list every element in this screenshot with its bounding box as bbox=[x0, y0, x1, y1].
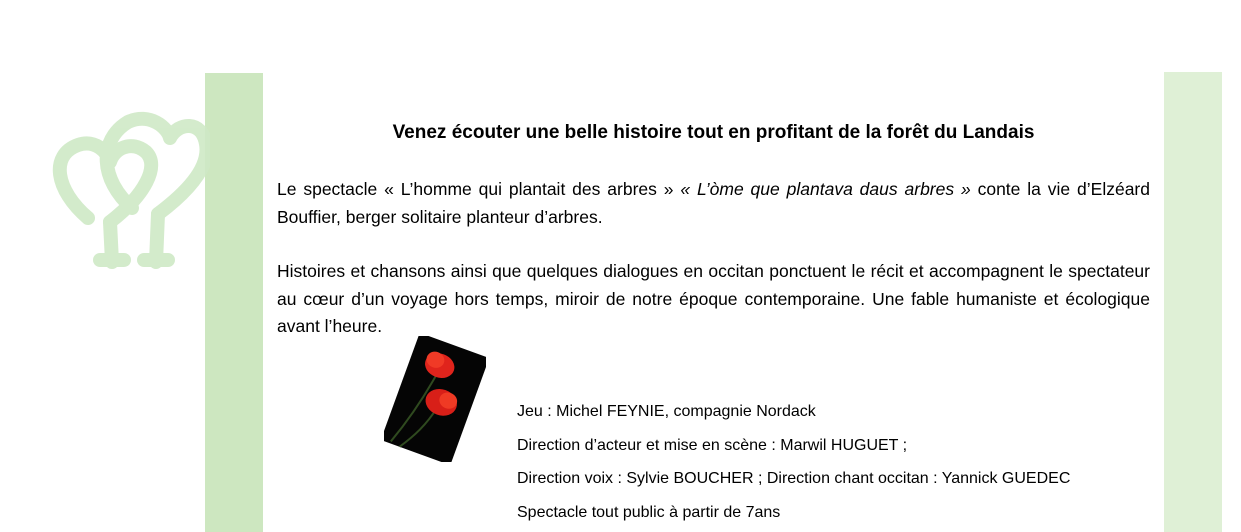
right-green-band bbox=[1164, 72, 1222, 532]
credit-line: Jeu : Michel FEYNIE, compagnie Nordack bbox=[517, 403, 816, 420]
description-paragraph: Histoires et chansons ainsi que quelques dialogues en occitan ponctuent le récit et accompagnent le spectateur au cœur d’un voyage hors temps, miroir de notre époque contemporaine. Une fable humaniste et écologique avant l’heure. bbox=[277, 261, 1150, 336]
left-green-band bbox=[205, 73, 263, 532]
page-heading: Venez écouter une belle histoire tout en profitant de la forêt du Landais bbox=[392, 122, 1035, 143]
intro-lead: Le spectacle « L’homme qui plantait des arbres » bbox=[277, 179, 681, 199]
intro-paragraph bbox=[277, 176, 1150, 231]
poppy-flowers-image bbox=[384, 336, 486, 462]
occitan-title: « L’òme que plantava daus arbres » bbox=[680, 179, 971, 199]
twin-heart-tree-icon bbox=[40, 100, 210, 270]
credit-line: Spectacle tout public à partir de 7ans bbox=[517, 503, 781, 521]
intro-rest: conte la vie d’Elzéard Bouffier, berger solitaire planteur d’arbres. bbox=[277, 179, 1150, 227]
credit-line: Direction voix : Sylvie BOUCHER ; Direction chant occitan : Yannick GUEDEC bbox=[517, 470, 1071, 487]
credits-list bbox=[517, 398, 1157, 532]
credit-line: Direction d’acteur et mise en scène : Marwil HUGUET ; bbox=[517, 436, 908, 454]
